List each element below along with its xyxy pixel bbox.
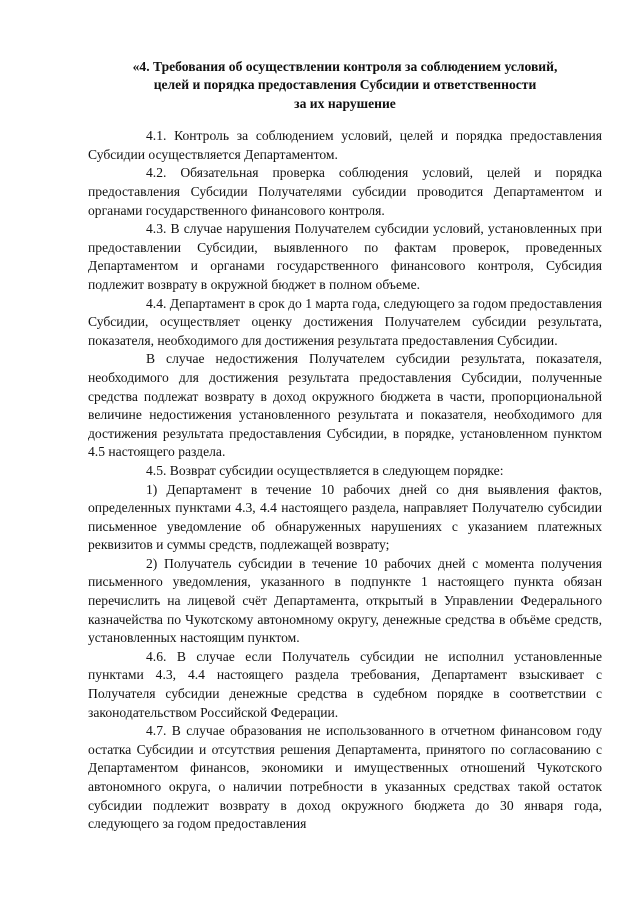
paragraph-4-2: 4.2. Обязательная проверка соблюдения условий, целей и порядка предоставления Субсидии Получателями субсидии проводится Департаментом и органами государственного финансового контроля. — [88, 165, 602, 218]
heading-line-3: за их нарушение — [294, 95, 396, 111]
paragraph-4-7: 4.7. В случае образования не использованного в отчетном финансовом году остатка Субсидии и отсутствия решения Департамента, принятого по согласованию с Департаментом финансов, экономики и имущественных отношений Чукотского автономного округа, о наличии потребности в указанных средствах такой остаток субсидии подлежит возврату в доход окружного бюджета до 30 января года, следующего за годом предоставления — [88, 723, 602, 832]
paragraph-4-5-item-1: 1) Департамент в течение 10 рабочих дней со дня выявления фактов, определенных пунктами 4.3, 4.4 настоящего раздела, направляет Получателю субсидии письменное уведомление об обнаруженных нарушениях с указанием платежных реквизитов и суммы средств, подлежащей возврату; — [88, 481, 602, 553]
paragraph-4-1: 4.1. Контроль за соблюдением условий, целей и порядка предоставления Субсидии осуществляется Департаментом. — [88, 128, 602, 162]
heading-line-2: целей и порядка предоставления Субсидии и ответственности — [153, 77, 537, 93]
heading-line-1: «4. Требования об осуществлении контроля за соблюдением условий, — [132, 59, 558, 74]
paragraph-4-3: 4.3. В случае нарушения Получателем субсидии условий, установленных при предоставлении Субсидии, выявленного по фактам проверок, проведенных Департаментом и органами государственного финансового контроля, Субсидия подлежит возврату в окружной бюджет в полном объеме. — [88, 221, 602, 292]
paragraph-4-5-item-2: 2) Получатель субсидии в течение 10 рабочих дней с момента получения письменного уведомления, указанного в подпункте 1 настоящего пункта обязан перечислить на лицевой счёт Департамента, открытый в Управлении Федерального казначейства по Чукотскому автономному округу, денежные средства в объёме средств, установленных настоящим пунктом. — [88, 555, 602, 646]
paragraph-4-4-continued: В случае недостижения Получателем субсидии результата, показателя, необходимого для достижения результата предоставления Субсидии, полученные средства подлежат возврату в доход окружного бюджета в части, пропорциональной величине недостижения установленного результата и показателя, необходимого для достижения результата предоставления Субсидии, в порядке, установленном пунктом 4.5 настоящего раздела. — [88, 351, 602, 460]
paragraph-4-5: 4.5. Возврат субсидии осуществляется в следующем порядке: — [146, 462, 504, 478]
paragraph-4-4: 4.4. Департамент в срок до 1 марта года, следующего за годом предоставления Субсидии, осуществляет оценку достижения Получателем субсидии результата, показателя, необходимого для достижения результата предоставления Субсидии. — [88, 295, 602, 348]
section-heading — [88, 58, 602, 113]
paragraph-4-6: 4.6. В случае если Получатель субсидии не исполнил установленные пунктами 4.3, 4.4 настоящего раздела требования, Департамент взыскивает с Получателя субсидии денежные средства в судебном порядке в соответствии с законодательством Российской Федерации. — [88, 648, 602, 720]
document-page — [88, 58, 602, 834]
